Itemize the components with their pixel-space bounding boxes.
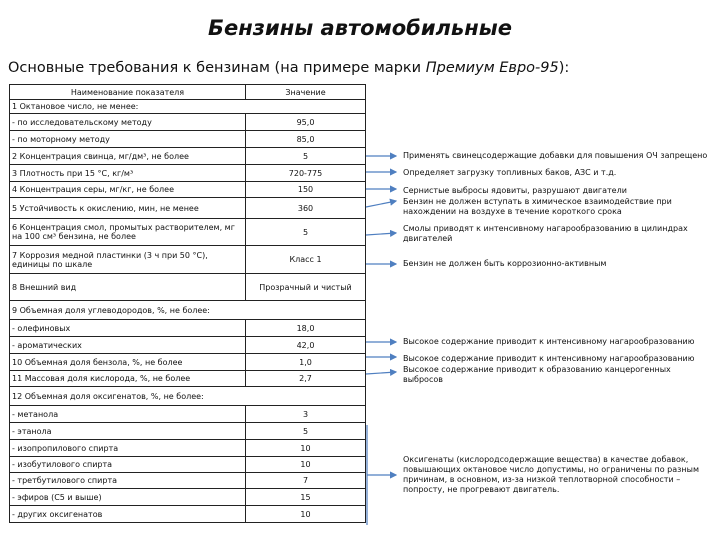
table-row: [10, 473, 366, 489]
table-row: [10, 274, 366, 301]
row-indicator: 9 Объемная доля углеводородов, %, не более:: [10, 301, 366, 320]
row-value: 360: [246, 198, 366, 219]
row-indicator: - по исследовательскому методу: [10, 114, 246, 131]
table-row: [10, 387, 366, 406]
row-value: 1,0: [246, 354, 366, 371]
note-lead: Применять свинецсодержащие добавки для повышения ОЧ запрещено: [403, 151, 708, 160]
row-indicator: - по моторному методу: [10, 131, 246, 148]
subtitle-suffix: ):: [558, 60, 570, 76]
table-row: [10, 198, 366, 219]
row-value: 2,7: [246, 371, 366, 387]
row-indicator: 10 Объемная доля бензола, %, не более: [10, 354, 246, 371]
table-row: [10, 423, 366, 440]
row-value: Класс 1: [246, 246, 366, 274]
row-indicator: 8 Внешний вид: [10, 274, 246, 301]
header-value: Значение: [246, 85, 366, 100]
table-header-row: [10, 85, 366, 100]
row-indicator: - этанола: [10, 423, 246, 440]
note-sulfur: Сернистые выбросы ядовиты, разрушают двигатели: [403, 186, 627, 195]
row-value: 3: [246, 406, 366, 423]
table-row: [10, 182, 366, 198]
row-value: 5: [246, 423, 366, 440]
table-row: [10, 489, 366, 506]
note-oxygenates: Оксигенаты (кислородсодержащие вещества) в качестве добавок, повышающих октановое число допустимы, но ограничены по разным причинам, в основном, из-за низкой теплотворной способности – попросту, не прогревают двигатель.: [403, 455, 699, 494]
row-indicator: 12 Объемная доля оксигенатов, %, не более:: [10, 387, 366, 406]
row-indicator: 3 Плотность при 15 °С, кг/м³: [10, 165, 246, 182]
row-value: 15: [246, 489, 366, 506]
row-indicator: - изопропилового спирта: [10, 440, 246, 457]
note-aromatics: Высокое содержание приводит к интенсивному нагарообразованию: [403, 354, 695, 363]
row-value: 10: [246, 506, 366, 523]
note-olefins: Высокое содержание приводит к интенсивному нагарообразованию: [403, 337, 695, 346]
table-row: [10, 100, 366, 114]
row-value: 10: [246, 440, 366, 457]
table-row: [10, 165, 366, 182]
table-row: [10, 440, 366, 457]
arrow-oxidation: [366, 201, 396, 207]
row-value: 150: [246, 182, 366, 198]
row-indicator: 1 Октановое число, не менее:: [10, 100, 366, 114]
page-title: Бензины автомобильные: [208, 16, 512, 40]
note-resins: Смолы приводят к интенсивному нагарообразованию в цилиндрах двигателей: [403, 224, 688, 243]
row-indicator: 11 Массовая доля кислорода, %, не более: [10, 371, 246, 387]
subtitle: [8, 60, 569, 76]
table-row: [10, 246, 366, 274]
row-value: 5: [246, 219, 366, 246]
table-row: [10, 148, 366, 165]
requirements-table: [9, 84, 366, 523]
row-value: 5: [246, 148, 366, 165]
row-indicator: 7 Коррозия медной пластинки (3 ч при 50 °С), единицы по шкале: [10, 246, 246, 274]
row-indicator: - изобутилового спирта: [10, 457, 246, 473]
arrow-benzene: [366, 372, 396, 374]
row-value: 42,0: [246, 337, 366, 354]
arrow-resins: [366, 233, 396, 235]
row-indicator: 6 Концентрация смол, промытых растворителем, мг на 100 см³ бензина, не более: [10, 219, 246, 246]
table-row: [10, 371, 366, 387]
row-value: 720-775: [246, 165, 366, 182]
row-indicator: - ароматических: [10, 337, 246, 354]
note-benzene: Высокое содержание приводит к образованию канцерогенных выбросов: [403, 365, 671, 384]
subtitle-brand: Премиум Евро-95: [425, 60, 559, 76]
row-indicator: - других оксигенатов: [10, 506, 246, 523]
row-value: 10: [246, 457, 366, 473]
table-row: [10, 506, 366, 523]
row-indicator: 5 Устойчивость к окислению, мин, не менее: [10, 198, 246, 219]
note-oxidation: Бензин не должен вступать в химическое взаимодействие при нахождении на воздухе в течение короткого срока: [403, 197, 672, 216]
header-indicator: Наименование показателя: [10, 85, 246, 100]
row-value: 85,0: [246, 131, 366, 148]
row-value: Прозрачный и чистый: [246, 274, 366, 301]
note-corrosion: Бензин не должен быть коррозионно-активным: [403, 259, 607, 268]
row-indicator: - метанола: [10, 406, 246, 423]
row-value: 95,0: [246, 114, 366, 131]
table-row: [10, 114, 366, 131]
subtitle-prefix: Основные требования к бензинам (на примере марки: [8, 60, 426, 76]
row-value: 7: [246, 473, 366, 489]
table-row: [10, 337, 366, 354]
row-indicator: - эфиров (С5 и выше): [10, 489, 246, 506]
row-indicator: - олефиновых: [10, 320, 246, 337]
table-row: [10, 131, 366, 148]
table-row: [10, 301, 366, 320]
row-indicator: 4 Концентрация серы, мг/кг, не более: [10, 182, 246, 198]
note-density: Определяет загрузку топливных баков, АЗС и т.д.: [403, 168, 617, 177]
table-row: [10, 219, 366, 246]
table-row: [10, 406, 366, 423]
table-row: [10, 457, 366, 473]
row-value: 18,0: [246, 320, 366, 337]
row-indicator: 2 Концентрация свинца, мг/дм³, не более: [10, 148, 246, 165]
row-indicator: - третбутилового спирта: [10, 473, 246, 489]
table-row: [10, 354, 366, 371]
table-row: [10, 320, 366, 337]
